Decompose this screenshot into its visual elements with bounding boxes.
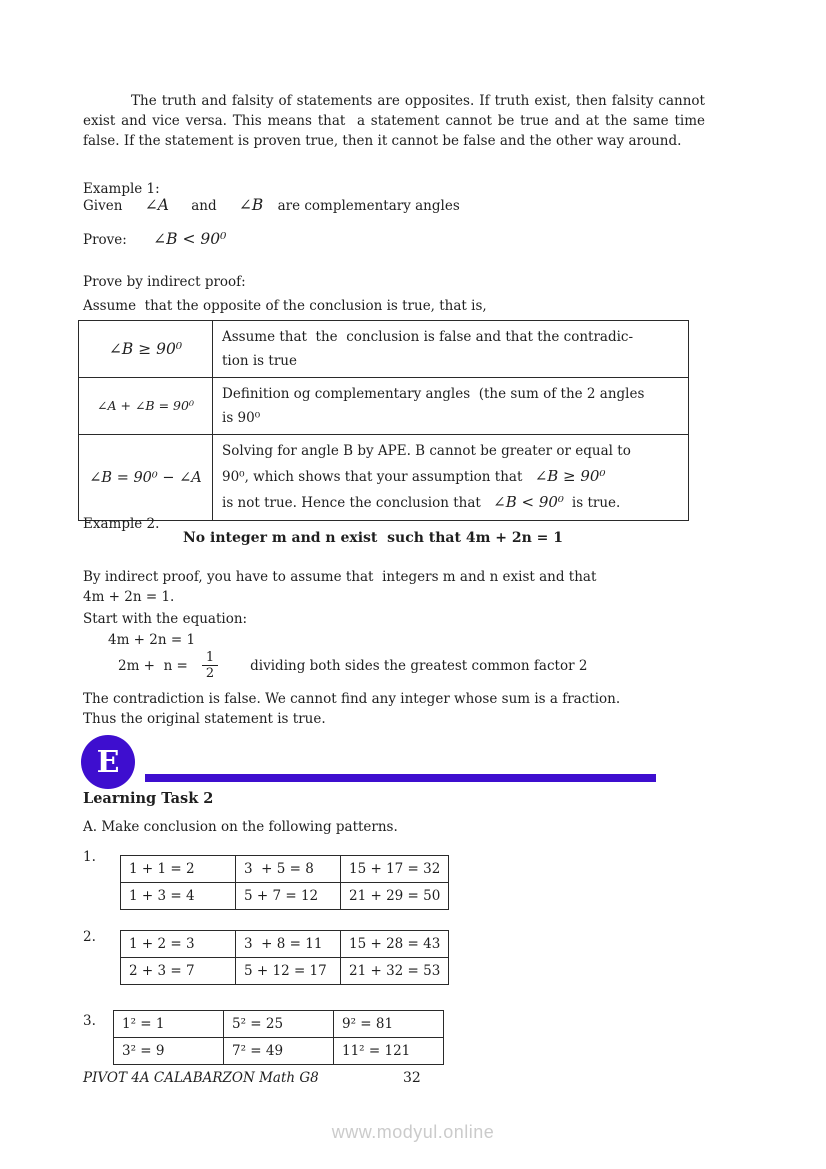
equation-1: 4m + 2n = 1 bbox=[108, 632, 196, 648]
proof-statement-3: ∠B = 90⁰ − ∠A bbox=[89, 469, 202, 486]
pattern-cell: 5 + 12 = 17 bbox=[236, 958, 341, 985]
pattern-cell: 1 + 2 = 3 bbox=[121, 931, 236, 958]
proof-intro-line1: Prove by indirect proof: bbox=[83, 274, 246, 290]
pattern-3-number: 3. bbox=[83, 1013, 96, 1029]
table-row bbox=[121, 931, 449, 958]
pattern-cell: 15 + 28 = 43 bbox=[341, 931, 449, 958]
pattern-3-table bbox=[113, 1010, 444, 1065]
proof-intro-line2: Assume that the opposite of the conclusion is true, that is, bbox=[83, 298, 487, 314]
fraction-denominator: 2 bbox=[202, 665, 218, 682]
proof-reason-3-line3 bbox=[222, 490, 679, 516]
fraction-one-half bbox=[202, 650, 218, 682]
proof-reason-3-line2-math: ∠B ≥ 90⁰ bbox=[534, 467, 606, 485]
pattern-cell: 21 + 32 = 53 bbox=[341, 958, 449, 985]
angle-a-expression: ∠A bbox=[144, 196, 169, 214]
intro-paragraph: The truth and falsity of statements are opposites. If truth exist, then falsity cannot exist and vice versa. This means that a statement cannot be true and at the same time false. If the statement is proven true, then it cannot be false and the other way around. bbox=[83, 93, 710, 149]
given-conjunction: and bbox=[191, 198, 217, 214]
pattern-cell: 1 + 1 = 2 bbox=[121, 856, 236, 883]
proof-table-row bbox=[79, 435, 689, 521]
equation-2-note: dividing both sides the greatest common factor 2 bbox=[250, 658, 588, 674]
prove-line bbox=[83, 230, 226, 248]
pattern-cell: 15 + 17 = 32 bbox=[341, 856, 449, 883]
start-equation-label: Start with the equation: bbox=[83, 611, 248, 627]
equation-2-lhs: 2m + n = bbox=[118, 658, 188, 674]
pattern-cell: 3 + 8 = 11 bbox=[236, 931, 341, 958]
example2-statement: No integer m and n exist such that 4m + 2n = 1 bbox=[183, 530, 564, 546]
pattern-cell: 5² = 25 bbox=[224, 1011, 334, 1038]
pattern-cell: 3² = 9 bbox=[114, 1038, 224, 1065]
pattern-cell: 1² = 1 bbox=[114, 1011, 224, 1038]
prove-label: Prove: bbox=[83, 232, 127, 248]
pattern-cell: 11² = 121 bbox=[334, 1038, 444, 1065]
prove-expression: ∠B < 90⁰ bbox=[153, 230, 227, 248]
pattern-cell: 5 + 7 = 12 bbox=[236, 883, 341, 910]
proof-statement-2: ∠A + ∠B = 90⁰ bbox=[97, 398, 194, 413]
proof-reason-1-line1: Assume that the conclusion is false and that the contradic- bbox=[222, 329, 634, 345]
pattern-cell: 2 + 3 = 7 bbox=[121, 958, 236, 985]
proof-reason-3-line3-text: is not true. Hence the conclusion that bbox=[222, 495, 486, 511]
footer-page-number: 32 bbox=[403, 1070, 421, 1086]
pattern-1-table bbox=[120, 855, 449, 910]
proof-reason-2-line1: Definition og complementary angles (the sum of the 2 angles bbox=[222, 386, 645, 402]
table-row bbox=[114, 1011, 444, 1038]
given-suffix: are complementary angles bbox=[277, 198, 460, 214]
proof-reason-3-line3-end: is true. bbox=[571, 495, 621, 511]
proof-table-row bbox=[79, 378, 689, 435]
pattern-cell: 7² = 49 bbox=[224, 1038, 334, 1065]
equation-2 bbox=[118, 646, 587, 686]
watermark-text: www.modyul.online bbox=[331, 1122, 495, 1142]
task-instruction: A. Make conclusion on the following patterns. bbox=[83, 819, 398, 835]
proof-reason-3-line1: Solving for angle B by APE. B cannot be greater or equal to bbox=[222, 443, 631, 459]
proof-reason-2-line2: is 90⁰ bbox=[222, 410, 261, 426]
footer-book-title: PIVOT 4A CALABARZON Math G8 bbox=[83, 1070, 319, 1086]
pattern-cell: 1 + 3 = 4 bbox=[121, 883, 236, 910]
section-e-badge: E bbox=[81, 735, 135, 789]
example1-label: Example 1: bbox=[83, 181, 160, 197]
proof-table-row bbox=[79, 321, 689, 378]
angle-b-expression: ∠B bbox=[238, 196, 264, 214]
example2-para-line1: By indirect proof, you have to assume that integers m and n exist and that bbox=[83, 569, 597, 585]
example1-given-line bbox=[83, 196, 460, 214]
learning-task-heading: Learning Task 2 bbox=[83, 790, 214, 807]
pattern-1-number: 1. bbox=[83, 849, 96, 865]
conclusion-line1: The contradiction is false. We cannot find any integer whose sum is a fraction. bbox=[83, 691, 621, 707]
pattern-2-table bbox=[120, 930, 449, 985]
table-row bbox=[121, 856, 449, 883]
proof-reason-3-line2 bbox=[222, 464, 679, 490]
proof-reason-3-line2-text: 90⁰, which shows that your assumption that bbox=[222, 469, 527, 485]
pattern-cell: 21 + 29 = 50 bbox=[341, 883, 449, 910]
example2-label: Example 2. bbox=[83, 516, 160, 532]
table-row bbox=[121, 883, 449, 910]
indirect-proof-table bbox=[78, 320, 689, 521]
table-row bbox=[121, 958, 449, 985]
pattern-2-number: 2. bbox=[83, 929, 96, 945]
pattern-cell: 3 + 5 = 8 bbox=[236, 856, 341, 883]
given-prefix: Given bbox=[83, 198, 123, 214]
section-divider-rule bbox=[145, 774, 656, 782]
fraction-numerator: 1 bbox=[205, 650, 215, 665]
proof-reason-3-line3-math: ∠B < 90⁰ bbox=[493, 493, 564, 511]
proof-reason-1-line2: tion is true bbox=[222, 353, 297, 369]
example2-para-line2: 4m + 2n = 1. bbox=[83, 589, 175, 605]
pattern-cell: 9² = 81 bbox=[334, 1011, 444, 1038]
proof-statement-1: ∠B ≥ 90⁰ bbox=[108, 340, 183, 358]
conclusion-line2: Thus the original statement is true. bbox=[83, 711, 326, 727]
table-row bbox=[114, 1038, 444, 1065]
